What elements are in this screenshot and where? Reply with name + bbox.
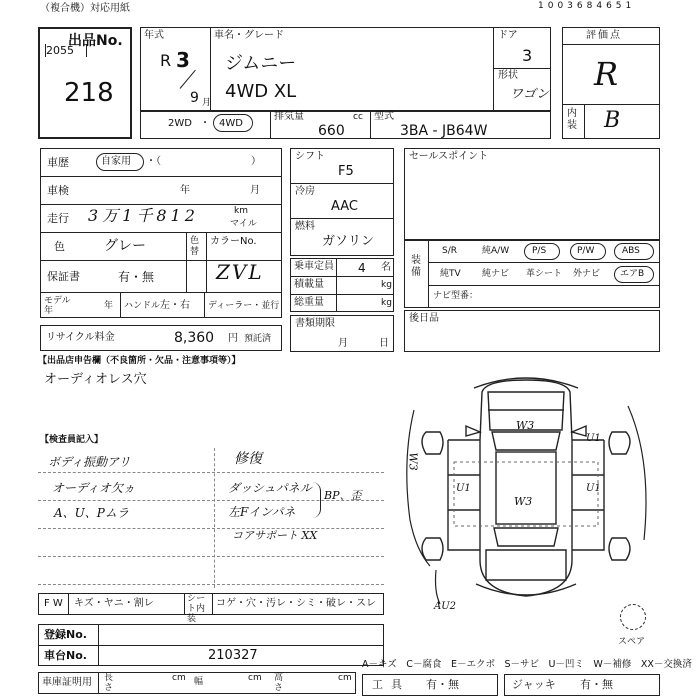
equip-abs: ABS — [622, 246, 640, 256]
history-other: ・（ ） — [146, 156, 261, 167]
door-value: 3 — [522, 46, 533, 65]
equip-aw: 純A/W — [482, 246, 510, 256]
model-grade: 4WD XL — [225, 81, 297, 102]
form-label: （複合機）対応用紙 — [40, 3, 130, 14]
equip-tv: 純TV — [440, 269, 461, 279]
recycle-value: 8,360 — [174, 330, 215, 346]
cert-height: 高さ — [274, 673, 284, 693]
jack-label: ジャッキ — [512, 678, 556, 691]
doc-expiry-month: 月 — [338, 338, 348, 349]
capacity-value: 4 — [358, 261, 366, 275]
cert-length: 長さ — [104, 673, 114, 693]
shape-label: 形状 — [498, 70, 518, 81]
color-value: グレー — [104, 238, 146, 254]
color-label: 色 — [54, 240, 65, 253]
cert-cm-2: cm — [248, 673, 262, 683]
navi-label: ナビ型番： — [433, 291, 479, 301]
diagram-mark-roof: W3 — [514, 495, 533, 508]
diagram-mark-ld: U1 — [456, 483, 471, 494]
fuel-value: ガソリン — [322, 234, 375, 249]
displacement-value: 660 — [318, 123, 345, 139]
diagram-mark-left: W3 — [406, 452, 420, 471]
seat-label: シート内装 — [187, 594, 206, 624]
spare-tire-icon — [620, 604, 646, 630]
model-year-unit: 年 — [104, 301, 114, 311]
interior-items2: コゲ・穴・汚レ・シミ・破レ・スレ — [216, 598, 376, 609]
retrofit-box — [404, 310, 660, 352]
aircon-label: 冷房 — [295, 186, 315, 197]
model-label: 車名・グレード — [214, 30, 284, 41]
equipment-label: 装備 — [411, 255, 421, 278]
aircon-value: AAC — [331, 199, 358, 214]
lot-sub-bracket — [45, 44, 87, 57]
year-label: 年式 — [144, 30, 164, 41]
capacity-label: 乗車定員 — [294, 261, 334, 272]
recycle-unit: 円 — [228, 333, 238, 344]
drive-dot: ・ — [200, 118, 210, 129]
color-code-label: カラーNo. — [210, 236, 257, 247]
interior-score: B — [604, 108, 621, 133]
displacement-label: 排気量 — [274, 111, 304, 122]
shift-label: シフト — [295, 151, 325, 162]
tools-value: 有・無 — [426, 678, 459, 691]
diagram-mark-hood: W3 — [516, 419, 535, 432]
mileage-unit-km: km — [234, 206, 248, 216]
sales-point-label: セールスポイント — [409, 151, 489, 162]
mileage-label: 走行 — [47, 212, 69, 225]
recycle-note: 預託済 — [244, 334, 272, 344]
dealer-value: ディーラー・並行 — [208, 301, 280, 311]
recycle-label: リサイクル料金 — [46, 332, 115, 343]
lot-number: 218 — [64, 78, 114, 108]
lot-sub: 2055 — [46, 44, 74, 57]
inspector-right-2: ダッシュパネル — [228, 481, 312, 495]
year-month: 9 — [190, 90, 199, 106]
inspector-left-3: A、U、Pムラ — [54, 506, 129, 520]
diagram-mark-rear: AU2 — [434, 601, 457, 612]
equip-ps: P/S — [532, 246, 547, 256]
equip-leather: 革シート — [526, 269, 563, 279]
cert-width: 幅 — [194, 677, 204, 687]
displacement-unit: cc — [353, 112, 363, 122]
grade-label: 評価点 — [586, 30, 622, 41]
inspector-right-1: 修復 — [234, 451, 262, 467]
drive-4wd: 4WD — [219, 118, 243, 129]
gross-label: 総重量 — [294, 297, 324, 308]
inspector-right-4: コアサポート XX — [232, 529, 318, 542]
model-name: ジムニー — [225, 53, 297, 74]
model-year-label: モデル年 — [44, 296, 71, 316]
doc-expiry-day: 日 — [379, 338, 389, 349]
fuel-label: 燃料 — [295, 221, 315, 232]
retrofit-label: 後日品 — [409, 313, 439, 324]
equip-pw: P/W — [577, 246, 595, 256]
mileage-value: 3万1千812 — [88, 206, 199, 225]
warranty-value: 有・無 — [118, 270, 155, 284]
handle-label: ハンドル — [124, 301, 161, 311]
notes-label: 【出品店申告欄（不良箇所・欠品・注意事項等）】 — [38, 356, 241, 366]
year-value: 3 — [176, 48, 190, 72]
gross-unit: kg — [381, 298, 392, 308]
interior-fw: F W — [44, 598, 63, 609]
registration-label: 登録No. — [44, 628, 87, 641]
inspector-left-1: ボディ振動アリ — [48, 455, 131, 469]
type-value: 3BA - JB64W — [400, 123, 488, 139]
year-era: R — [160, 51, 172, 70]
inspector-side: BP、歪 — [324, 489, 362, 502]
equip-sr: S/R — [442, 246, 457, 256]
cert-cm-3: cm — [338, 673, 352, 683]
load-unit: kg — [381, 280, 392, 290]
load-label: 積載量 — [294, 279, 324, 290]
door-label: ドア — [498, 30, 518, 41]
inspection-year-unit: 年 — [180, 185, 190, 196]
warranty-label: 保証書 — [47, 270, 80, 283]
jack-value: 有・無 — [580, 678, 613, 691]
inspector-label: 【検査員記入】 — [40, 435, 104, 445]
grade-score: R — [594, 55, 619, 93]
diagram-mark-rd: U1 — [586, 483, 601, 494]
shape-value: ワゴン — [510, 87, 550, 102]
type-label: 型式 — [374, 111, 394, 122]
doc-expiry-label: 書類期限 — [295, 318, 335, 329]
drive-2wd: 2WD — [168, 118, 192, 129]
inspection-label: 車検 — [47, 184, 69, 197]
chassis-label: 車台No. — [44, 649, 87, 662]
cert-label: 車庫証明用 — [42, 677, 92, 688]
diagram-mark-rf: U1 — [586, 433, 601, 444]
shift-value: F5 — [338, 164, 354, 179]
equip-navi: 純ナビ — [482, 269, 510, 279]
handle-value: 左・右 — [160, 300, 190, 311]
damage-legend: A－キズ C－腐食 E－エクボ S－サビ U－凹ミ W－補修 XX－交換済 — [362, 659, 692, 670]
interior-items: キズ・ヤニ・割レ — [74, 598, 154, 609]
spare-label: スペア — [618, 637, 646, 647]
inspector-left-2: オーディオ欠ヵ — [52, 481, 136, 495]
chassis-value: 210327 — [208, 648, 258, 663]
capacity-unit: 名 — [381, 262, 391, 273]
inspector-right-3: 左Fインパネ — [228, 505, 296, 519]
tools-label: 工具 — [372, 678, 410, 691]
color-change-label: 色替 — [190, 236, 200, 257]
mileage-unit-mile: マイル — [230, 219, 257, 229]
inspection-month-unit: 月 — [250, 185, 260, 196]
cert-cm-1: cm — [172, 673, 186, 683]
history-value: 自家用 — [101, 156, 131, 167]
notes-text: オーディオレス穴 — [44, 372, 147, 387]
lot-title: 出品No. — [68, 33, 123, 49]
color-code: ZVL — [216, 260, 264, 284]
interior-label: 内装 — [567, 108, 577, 131]
serial-number: 1003684651 — [538, 1, 636, 11]
equip-airbag: エアB — [620, 269, 645, 279]
equip-ext-navi: 外ナビ — [573, 269, 601, 279]
history-label: 車歴 — [47, 156, 69, 169]
year-month-unit: 月 — [202, 98, 212, 108]
